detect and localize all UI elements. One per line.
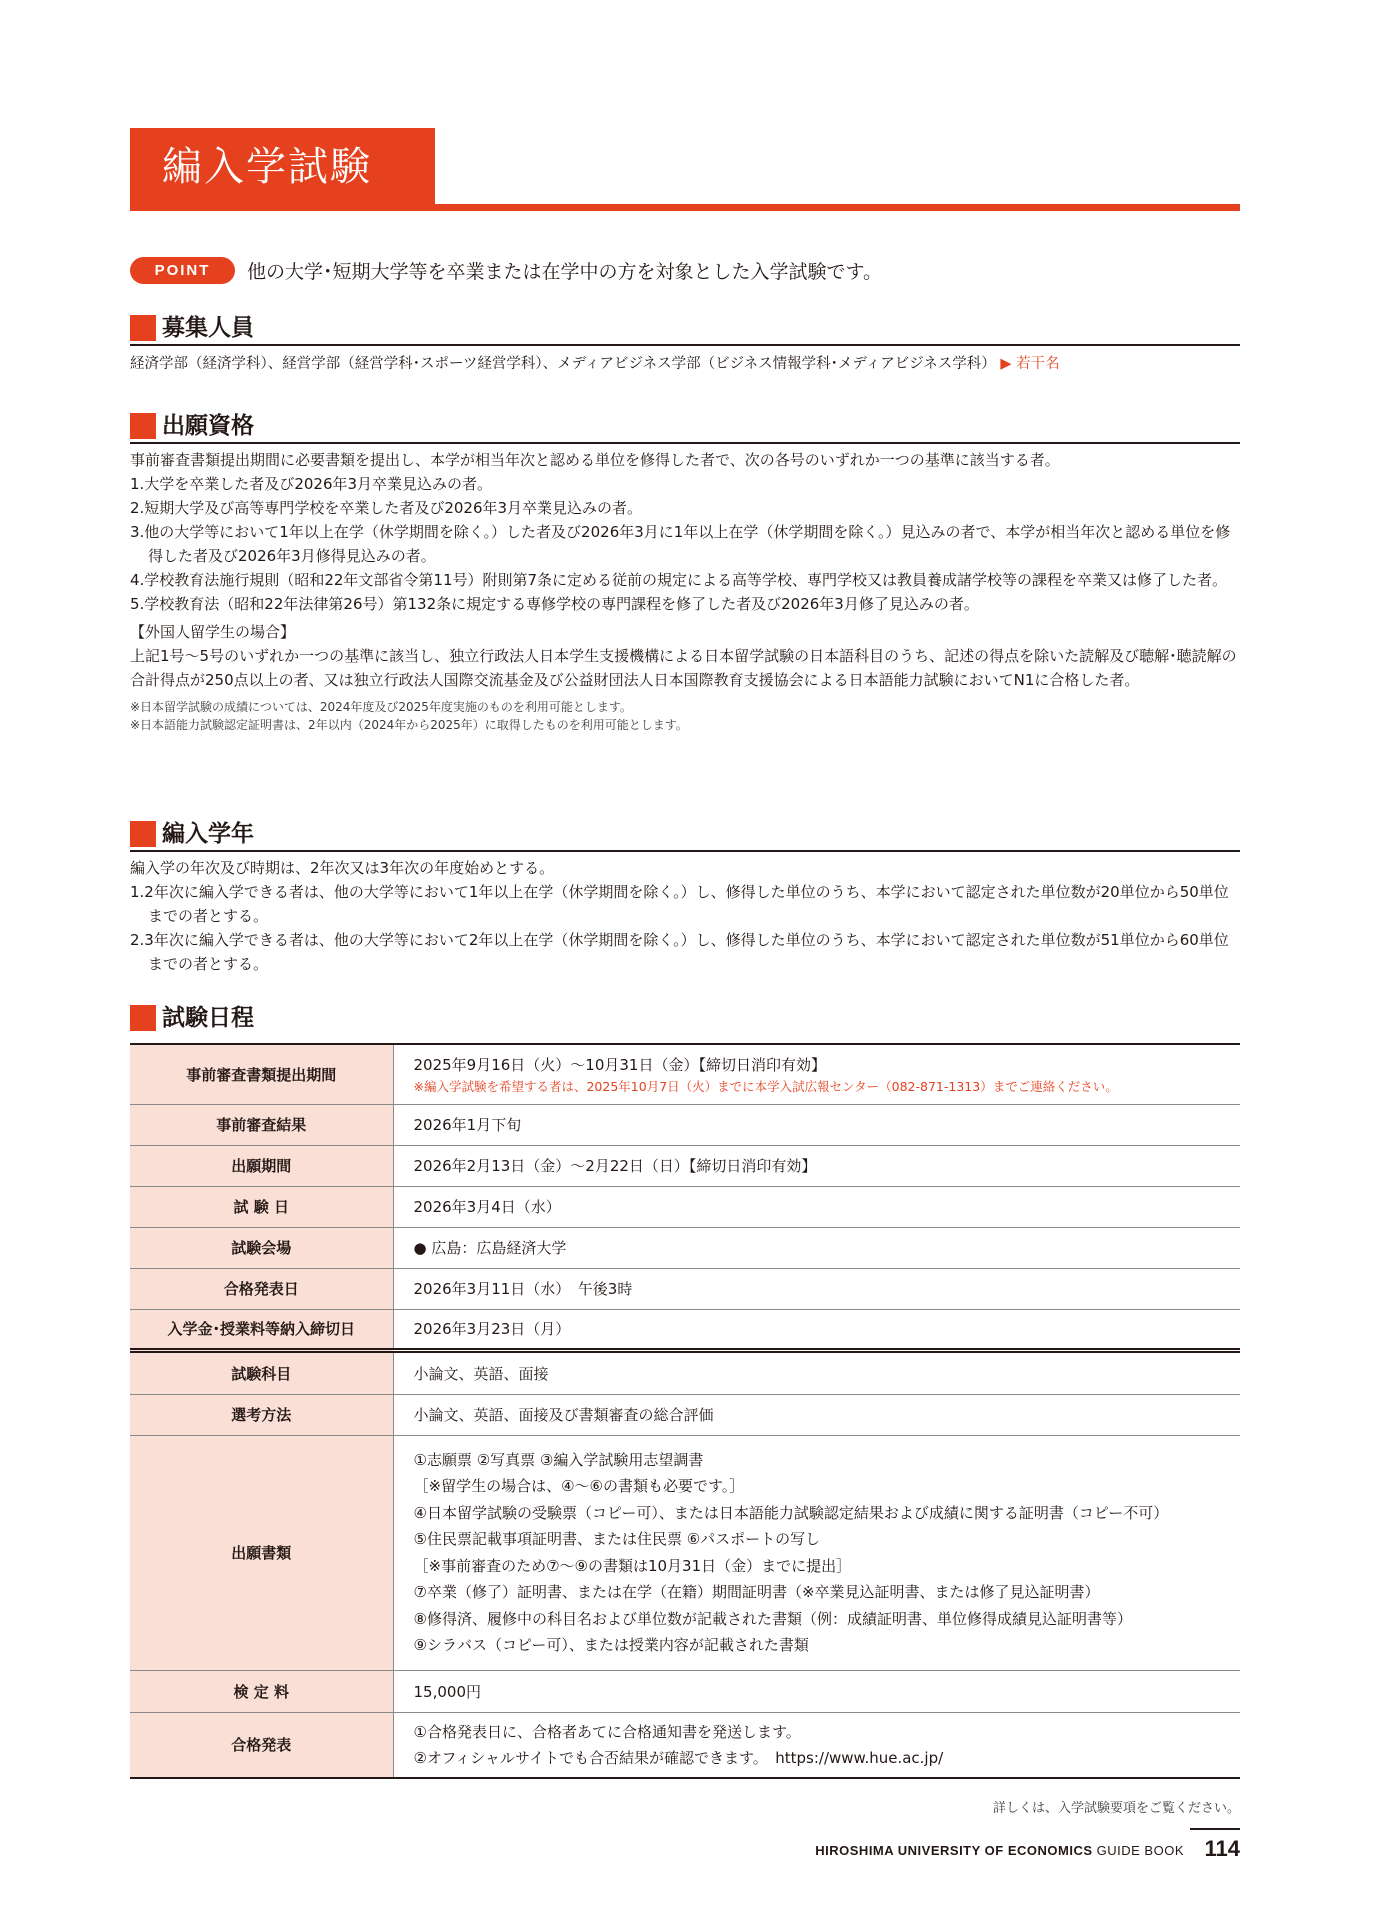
page-number: 114 <box>1204 1836 1240 1861</box>
table-row <box>130 1309 1240 1350</box>
row-label: 選考方法 <box>130 1394 393 1435</box>
row-value: 小論文、英語、面接及び書類審査の総合評価 <box>393 1394 1240 1435</box>
row-label: 入学金･授業料等納入締切日 <box>130 1309 393 1350</box>
result-link: ②オフィシャルサイトでも合否結果が確認できます。 https://www.hue.ac.jp/ <box>413 1748 944 1767</box>
recruit-text <box>130 352 1240 376</box>
section-qualification <box>130 412 1240 734</box>
footer-rule <box>1190 1828 1240 1830</box>
footnote: 詳しくは、入学試験要項をご覧ください。 <box>992 1801 1240 1816</box>
page-title-banner <box>130 128 1240 212</box>
row-value: 2025年9月16日（火）～10月31日（金）【締切日消印有効】 <box>413 1055 826 1074</box>
table-row <box>130 1145 1240 1186</box>
recruit-departments: 経済学部（経済学科）、経営学部（経営学科･スポーツ経営学科）、メディアビジネス学部（ビジネス情報学科･メディアビジネス学科） <box>130 356 996 372</box>
section-heading <box>130 820 1240 852</box>
document-line: ⑤住民票記載事項証明書、または住民票 ⑥パスポートの写し <box>413 1530 821 1548</box>
footer-title <box>815 1843 1184 1858</box>
table-row <box>130 1350 1240 1394</box>
row-label: 試験会場 <box>130 1227 393 1268</box>
row-value: 2026年1月下旬 <box>393 1104 1240 1145</box>
heading-square-icon <box>130 1005 156 1031</box>
qualification-item: 3.他の大学等において1年以上在学（休学期間を除く。）した者及び2026年3月に1年以上在学（休学期間を除く。）見込みの者で、本学が相当年次と認める単位を修得した者及び2026年3月修得見込みの者。 <box>130 523 1231 565</box>
table-row <box>130 1044 1240 1104</box>
section-heading <box>130 412 1240 444</box>
document-line: ⑧修得済、履修中の科目名および単位数が記載された書類（例：成績証明書、単位修得成績見込証明書等） <box>413 1609 1132 1628</box>
table-row <box>130 1104 1240 1145</box>
section-heading <box>130 1002 1240 1034</box>
row-label: 試 験 日 <box>130 1186 393 1227</box>
qualification-intro: 事前審査書類提出期間に必要書類を提出し、本学が相当年次と認める単位を修得した者で、次の各号のいずれか一つの基準に該当する者。 <box>130 451 1060 469</box>
row-note: ※編入学試験を希望する者は、2025年10月7日（火）までに本学入試広報センター（082-871-1313）までご連絡ください。 <box>413 1078 1118 1094</box>
title-underline <box>130 204 1240 211</box>
schedule-table <box>130 1043 1240 1779</box>
section-grade <box>130 820 1240 976</box>
section-title: 試験日程 <box>162 1005 254 1031</box>
row-label: 出願期間 <box>130 1145 393 1186</box>
result-line: ①合格発表日に、合格者あてに合格通知書を発送します。 <box>413 1722 801 1741</box>
section-recruit <box>130 314 1240 376</box>
document-line: ①志願票 ②写真票 ③編入学試験用志望調書 <box>413 1450 704 1469</box>
grade-item: 1.2年次に編入学できる者は、他の大学等において1年以上在学（休学期間を除く。）し、修得した単位のうち、本学において認定された単位数が20単位から50単位までの者とする。 <box>130 883 1229 925</box>
row-value: 2026年3月23日（月） <box>393 1309 1240 1350</box>
section-heading <box>130 314 1240 346</box>
table-row-result <box>130 1712 1240 1778</box>
document-line: ［※留学生の場合は、④～⑥の書類も必要です。］ <box>413 1477 745 1495</box>
section-title: 募集人員 <box>162 315 254 341</box>
table-row <box>130 1227 1240 1268</box>
row-label: 合格発表日 <box>130 1268 393 1309</box>
table-row-documents <box>130 1435 1240 1670</box>
grade-intro: 編入学の年次及び時期は、2年次又は3年次の年度始めとする。 <box>130 859 555 877</box>
row-label: 事前審査結果 <box>130 1104 393 1145</box>
qualification-item: 2.短期大学及び高等専門学校を卒業した者及び2026年3月卒業見込みの者。 <box>130 499 643 517</box>
footer-bold: HIROSHIMA UNIVERSITY OF ECONOMICS <box>815 1843 1093 1858</box>
point-row <box>130 256 882 284</box>
table-row <box>130 1394 1240 1435</box>
row-label: 検 定 料 <box>130 1670 393 1712</box>
document-line: ④日本留学試験の受験票（コピー可）、または日本語能力試験認定結果および成績に関する証明書（コピー不可） <box>413 1503 1169 1522</box>
row-label: 事前審査書類提出期間 <box>130 1044 393 1104</box>
triangle-right-icon: ▶ <box>1000 356 1012 372</box>
document-line: ⑦卒業（修了）証明書、または在学（在籍）期間証明書（※卒業見込証明書、または修了見込証明書） <box>413 1583 1100 1601</box>
footer-light: GUIDE BOOK <box>1096 1843 1184 1858</box>
table-row <box>130 1268 1240 1309</box>
row-label: 試験科目 <box>130 1350 393 1394</box>
section-title: 編入学年 <box>162 821 254 847</box>
document-line: ⑨シラバス（コピー可）、または授業内容が記載された書類 <box>413 1636 809 1654</box>
qualification-note: ※日本語能力試験認定証明書は、2年以内（2024年から2025年）に取得したものを利用可能とします。 <box>130 718 688 732</box>
recruit-count: 若干名 <box>1016 356 1060 372</box>
qualification-item: 1.大学を卒業した者及び2026年3月卒業見込みの者。 <box>130 475 493 493</box>
row-value: 2026年3月4日（水） <box>393 1186 1240 1227</box>
section-title: 出願資格 <box>162 413 254 439</box>
point-text: 他の大学･短期大学等を卒業または在学中の方を対象とした入学試験です。 <box>247 260 882 283</box>
foreign-text: 上記1号～5号のいずれか一つの基準に該当し、独立行政法人日本学生支援機構による日本留学試験の日本語科目のうち、記述の得点を除いた読解及び聴解･聴読解の合計得点が250点以上の者、又は独立行政法人国際交流基金及び公益財団法人日本国際教育支援協会による日本語能力試験においてN1に合格した者。 <box>130 647 1237 689</box>
section-schedule-heading <box>130 1002 1240 1034</box>
point-badge: POINT <box>130 257 235 284</box>
page-footer <box>815 1828 1240 1878</box>
row-value: 2026年3月11日（水） 午後3時 <box>393 1268 1240 1309</box>
document-line: ［※事前審査のため⑦～⑨の書類は10月31日（金）までに提出］ <box>413 1556 852 1575</box>
heading-square-icon <box>130 413 156 439</box>
table-row <box>130 1670 1240 1712</box>
page-title: 編入学試験 <box>130 128 435 206</box>
heading-square-icon <box>130 315 156 341</box>
row-value: 15,000円 <box>393 1670 1240 1712</box>
qualification-item: 4.学校教育法施行規則（昭和22年文部省令第11号）附則第7条に定める従前の規定による高等学校、専門学校又は教員養成諸学校等の課程を卒業又は修了した者。 <box>130 571 1228 589</box>
row-value: 小論文、英語、面接 <box>393 1350 1240 1394</box>
heading-square-icon <box>130 821 156 847</box>
table-row <box>130 1186 1240 1227</box>
qualification-note: ※日本留学試験の成績については、2024年度及び2025年度実施のものを利用可能とします。 <box>130 700 632 714</box>
row-value: ● 広島：広島経済大学 <box>393 1227 1240 1268</box>
qualification-item: 5.学校教育法（昭和22年法律第26号）第132条に規定する専修学校の専門課程を修了した者及び2026年3月修了見込みの者。 <box>130 595 979 613</box>
row-value: 2026年2月13日（金）～2月22日（日）【締切日消印有効】 <box>393 1145 1240 1186</box>
row-label: 出願書類 <box>130 1435 393 1670</box>
row-label: 合格発表 <box>130 1712 393 1778</box>
grade-item: 2.3年次に編入学できる者は、他の大学等において2年以上在学（休学期間を除く。）し、修得した単位のうち、本学において認定された単位数が51単位から60単位までの者とする。 <box>130 931 1229 973</box>
foreign-heading: 【外国人留学生の場合】 <box>130 623 296 641</box>
